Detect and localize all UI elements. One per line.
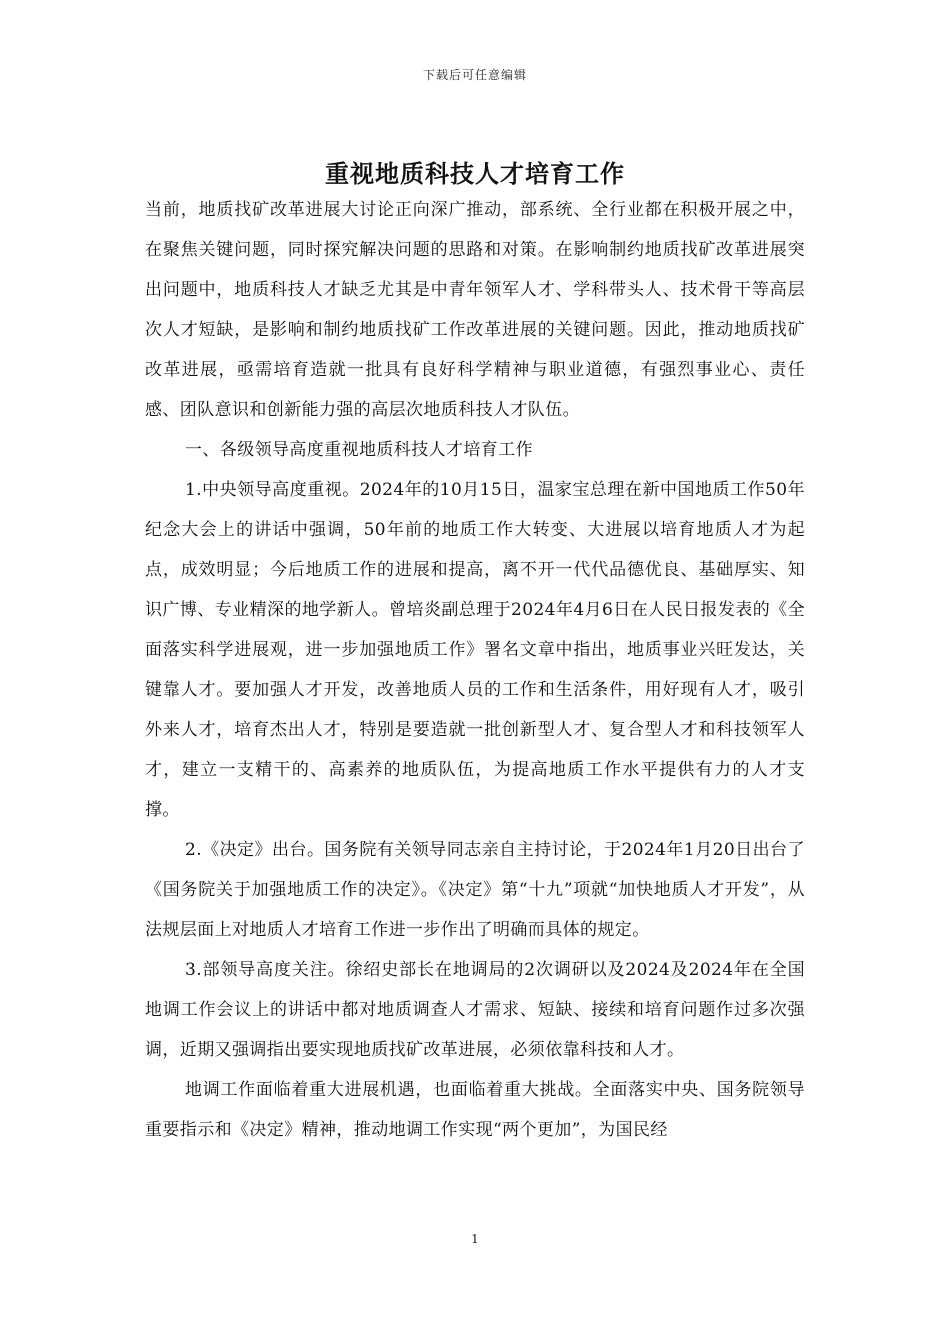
section-heading: 一、各级领导高度重视地质科技人才培育工作 — [185, 440, 533, 460]
page-header: 下载后可任意编辑 — [422, 68, 527, 82]
document-body — [145, 190, 805, 1150]
document-title: 重视地质科技人才培育工作 — [325, 159, 625, 188]
paragraph-item-3: 3.部领导高度关注。徐绍史部长在地调局的2次调研以及2024及2024年在全国地调工作会议上的讲话中都对地质调查人才需求、短缺、接续和培育问题作过多次强调，近期又强调指出要实现地质找矿改革进展，必须依靠科技和人才。 — [145, 960, 805, 1060]
page-number: 1 — [471, 1232, 479, 1246]
intro-paragraph: 当前，地质找矿改革进展大讨论正向深广推动，部系统、全行业都在积极开展之中，在聚焦关键问题，同时探究解决问题的思路和对策。在影响制约地质找矿改革进展突出问题中，地质科技人才缺乏尤其是中青年领军人才、学科带头人、技术骨干等高层次人才短缺，是影响和制约地质找矿工作改革进展的关键问题。因此，推动地质找矿改革进展，亟需培育造就一批具有良好科学精神与职业道德，有强烈事业心、责任感、团队意识和创新能力强的高层次地质科技人才队伍。 — [145, 200, 805, 420]
closing-paragraph: 地调工作面临着重大进展机遇，也面临着重大挑战。全面落实中央、国务院领导重要指示和《决定》精神，推动地调工作实现“两个更加”，为国民经 — [145, 1080, 805, 1140]
paragraph-item-1: 1.中央领导高度重视。2024年的10月15日，温家宝总理在新中国地质工作50年纪念大会上的讲话中强调，50年前的地质工作大转变、大进展以培育地质人才为起点，成效明显；今后地质工作的进展和提高，离不开一代代品德优良、基础厚实、知识广博、专业精深的地学新人。曾培炎副总理于2024年4月6日在人民日报发表的《全面落实科学进展观，进一步加强地质工作》署名文章中指出，地质事业兴旺发达，关键靠人才。要加强人才开发，改善地质人员的工作和生活条件，用好现有人才，吸引外来人才，培育杰出人才，特别是要造就一批创新型人才、复合型人才和科技领军人才，建立一支精干的、高素养的地质队伍，为提高地质工作水平提供有力的人才支撑。 — [145, 480, 805, 820]
paragraph-item-2: 2.《决定》出台。国务院有关领导同志亲自主持讨论，于2024年1月20日出台了《国务院关于加强地质工作的决定》。《决定》第“十九”项就“加快地质人才开发”，从法规层面上对地质人才培育工作进一步作出了明确而具体的规定。 — [145, 840, 805, 940]
